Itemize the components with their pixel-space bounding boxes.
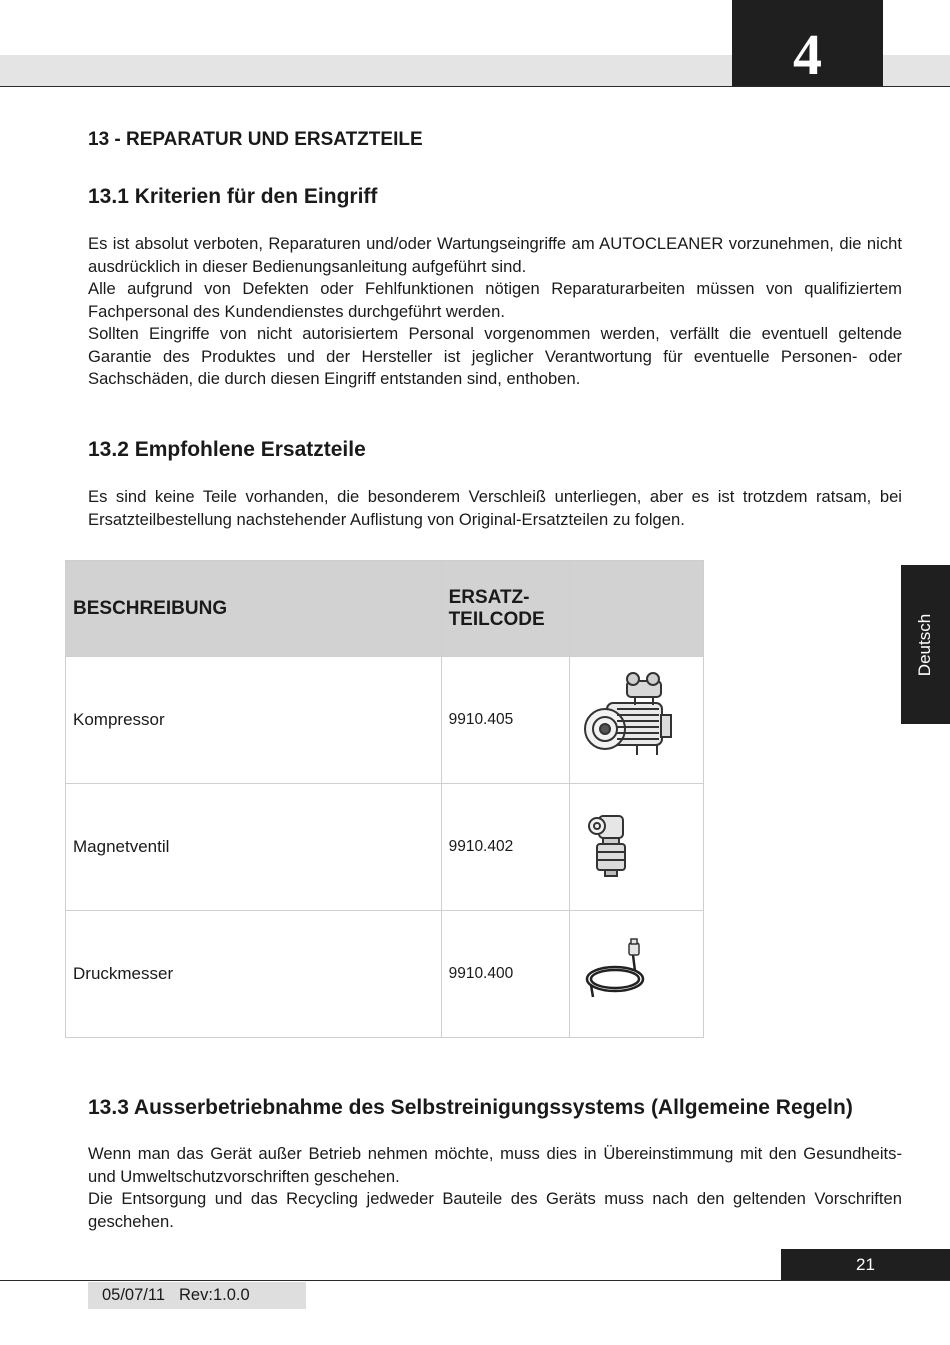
paragraph: Wenn man das Gerät außer Betrieb nehmen möchte, muss dies in Übereinstimmung mit den Gesundheits- und Umweltschutzvorschriften geschehen. <box>88 1144 902 1186</box>
section-13-1-body <box>88 233 902 391</box>
paragraph: Es ist absolut verboten, Reparaturen und/oder Wartungseingriffe am AUTOCLEANER vorzunehmen, die nicht ausdrücklich in dieser Bedienungsanleitung aufgeführt sind. <box>88 234 902 276</box>
chapter-number-box <box>732 0 883 86</box>
part-code: 9910.402 <box>441 784 569 911</box>
part-description: Druckmesser <box>66 911 442 1038</box>
header-part-code-line1: ERSATZ- <box>448 586 530 608</box>
footer-revision: Rev:1.0.0 <box>179 1286 250 1304</box>
header-description: BESCHREIBUNG <box>66 561 442 657</box>
footer-divider <box>0 1280 950 1281</box>
section-13-title: 13 - REPARATUR UND ERSATZTEILE <box>88 129 423 150</box>
part-code: 9910.400 <box>441 911 569 1038</box>
part-code: 9910.405 <box>441 657 569 784</box>
part-image-cell <box>569 784 703 911</box>
header-image <box>569 561 703 657</box>
section-13-3-body <box>88 1143 902 1233</box>
section-13-1-title: 13.1 Kriterien für den Eingriff <box>88 185 378 208</box>
paragraph: Sollten Eingriffe von nicht autorisiertem Personal vorgenommen werden, verfällt die eventuell geltende Garantie des Produktes und der Hersteller ist jeglicher Verantwortung für eventuelle Personen- oder Sachschäden, die durch diesen Eingriff entstanden sind, enthoben. <box>88 324 902 388</box>
table-row <box>66 657 704 784</box>
chapter-number: 4 <box>793 22 822 87</box>
part-image-cell <box>569 657 703 784</box>
part-description: Magnetventil <box>66 784 442 911</box>
compressor-icon <box>577 663 687 773</box>
footer-date: 05/07/11 <box>102 1286 166 1304</box>
paragraph: Es sind keine Teile vorhanden, die besonderem Verschleiß unterliegen, aber es ist trotzdem ratsam, bei Ersatzteilbestellung nachstehender Auflistung von Original-Ersatzteilen zu folgen. <box>88 487 902 529</box>
table-row <box>66 784 704 911</box>
paragraph: Alle aufgrund von Defekten oder Fehlfunktionen nötigen Reparaturarbeiten müssen von qualifiziertem Fachpersonal des Kundendienstes durchgeführt werden. <box>88 279 902 321</box>
page-number: 21 <box>856 1254 875 1274</box>
section-13-3-title: 13.3 Ausserbetriebnahme des Selbstreinigungssystems (Allgemeine Regeln) <box>88 1096 853 1119</box>
paragraph: Die Entsorgung und das Recycling jedweder Bauteile des Geräts muss nach den geltenden Vorschriften geschehen. <box>88 1189 902 1231</box>
language-tab <box>901 565 950 724</box>
part-image-cell <box>569 911 703 1038</box>
solenoid-valve-icon <box>577 810 647 880</box>
part-description: Kompressor <box>66 657 442 784</box>
header-part-code <box>441 561 569 657</box>
table-header-row <box>66 561 704 657</box>
spare-parts-table <box>65 560 704 1038</box>
page-number-box <box>781 1249 950 1280</box>
header-part-code-line2: TEILCODE <box>448 608 545 630</box>
language-tab-label: Deutsch <box>915 613 935 676</box>
footer-revision-box <box>88 1282 306 1309</box>
table-row <box>66 911 704 1038</box>
section-13-2-body <box>88 486 902 531</box>
section-13-2-title: 13.2 Empfohlene Ersatzteile <box>88 438 366 461</box>
pressure-gauge-icon <box>577 937 657 1007</box>
